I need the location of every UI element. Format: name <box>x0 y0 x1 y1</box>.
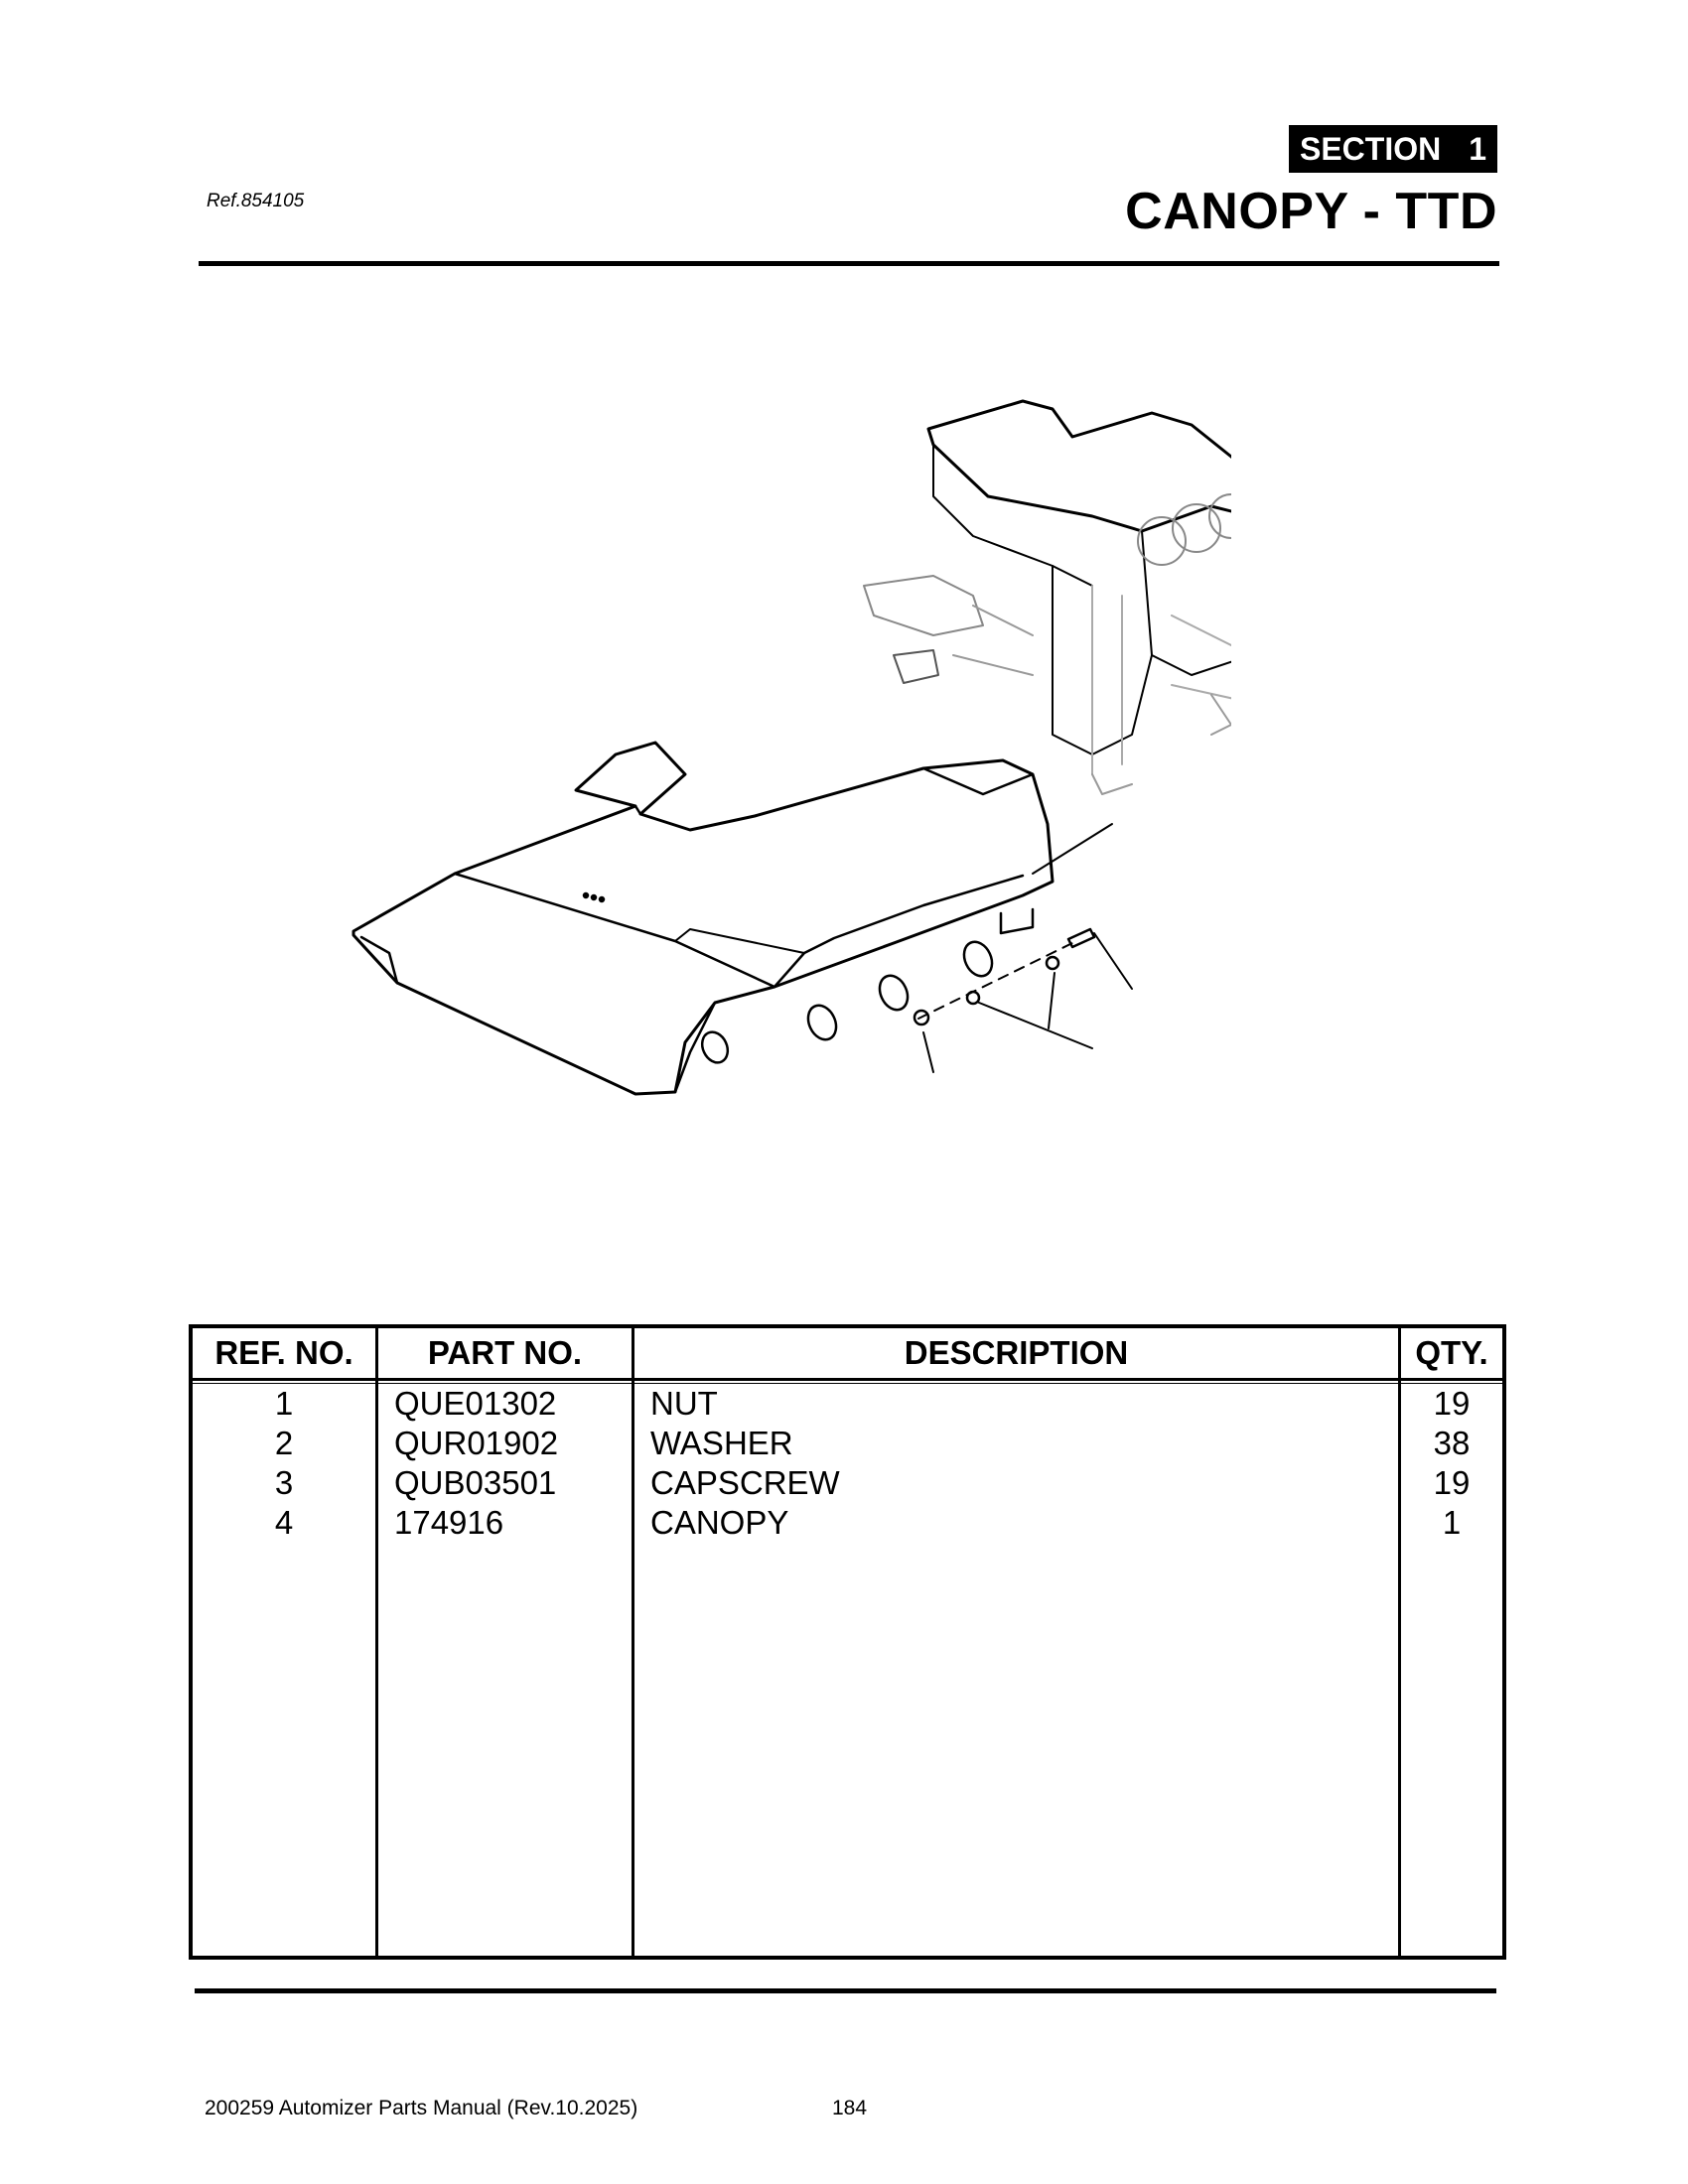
description-cell: CANOPY <box>650 1504 789 1541</box>
qty-cell: 19 <box>1433 1385 1471 1422</box>
parts-diagram <box>338 357 1231 1231</box>
assembly-line <box>918 943 1072 1019</box>
qty-cell: 19 <box>1433 1464 1471 1501</box>
washer-icon <box>967 957 1092 1048</box>
part-cell: 174916 <box>394 1504 504 1541</box>
description-cell: WASHER <box>650 1425 793 1461</box>
header-qty: QTY. <box>1415 1334 1488 1371</box>
part-cell: QUR01902 <box>394 1425 559 1461</box>
table-row <box>193 1463 1502 1503</box>
section-badge <box>1289 125 1497 173</box>
header-part-no: PART NO. <box>427 1334 583 1371</box>
header-description: DESCRIPTION <box>904 1334 1129 1371</box>
footer-divider <box>195 1988 1496 1993</box>
ref-cell: 3 <box>274 1464 294 1501</box>
machine-assembly-icon <box>864 401 1231 794</box>
canopy-exploded-icon <box>353 743 1053 1094</box>
ref-cell: 4 <box>274 1504 294 1541</box>
leader-line-canopy <box>1033 824 1112 874</box>
page-title: CANOPY - TTD <box>1125 183 1497 240</box>
section-number: 1 <box>1469 130 1487 167</box>
parts-table <box>189 1324 1506 1960</box>
reference-number: Ref.854105 <box>207 191 305 211</box>
ref-cell: 2 <box>274 1425 294 1461</box>
table-row <box>193 1424 1502 1463</box>
description-cell: CAPSCREW <box>650 1464 840 1501</box>
qty-cell: 1 <box>1442 1504 1462 1541</box>
footer-manual-title: 200259 Automizer Parts Manual (Rev.10.2025) <box>205 2097 638 2119</box>
header-ref-no: REF. NO. <box>214 1334 353 1371</box>
ref-cell: 1 <box>274 1385 294 1422</box>
section-label: SECTION <box>1299 130 1442 167</box>
part-cell: QUB03501 <box>394 1464 557 1501</box>
page-number: 184 <box>832 2097 868 2119</box>
table-header <box>193 1328 1502 1381</box>
header-divider <box>199 261 1499 266</box>
table-row <box>193 1384 1502 1424</box>
nut-icon <box>914 1011 933 1072</box>
qty-cell: 38 <box>1433 1425 1471 1461</box>
table-body <box>193 1384 1502 1543</box>
table-row <box>193 1503 1502 1543</box>
capscrew-icon <box>1068 929 1132 989</box>
part-cell: QUE01302 <box>394 1385 557 1422</box>
description-cell: NUT <box>650 1385 718 1422</box>
